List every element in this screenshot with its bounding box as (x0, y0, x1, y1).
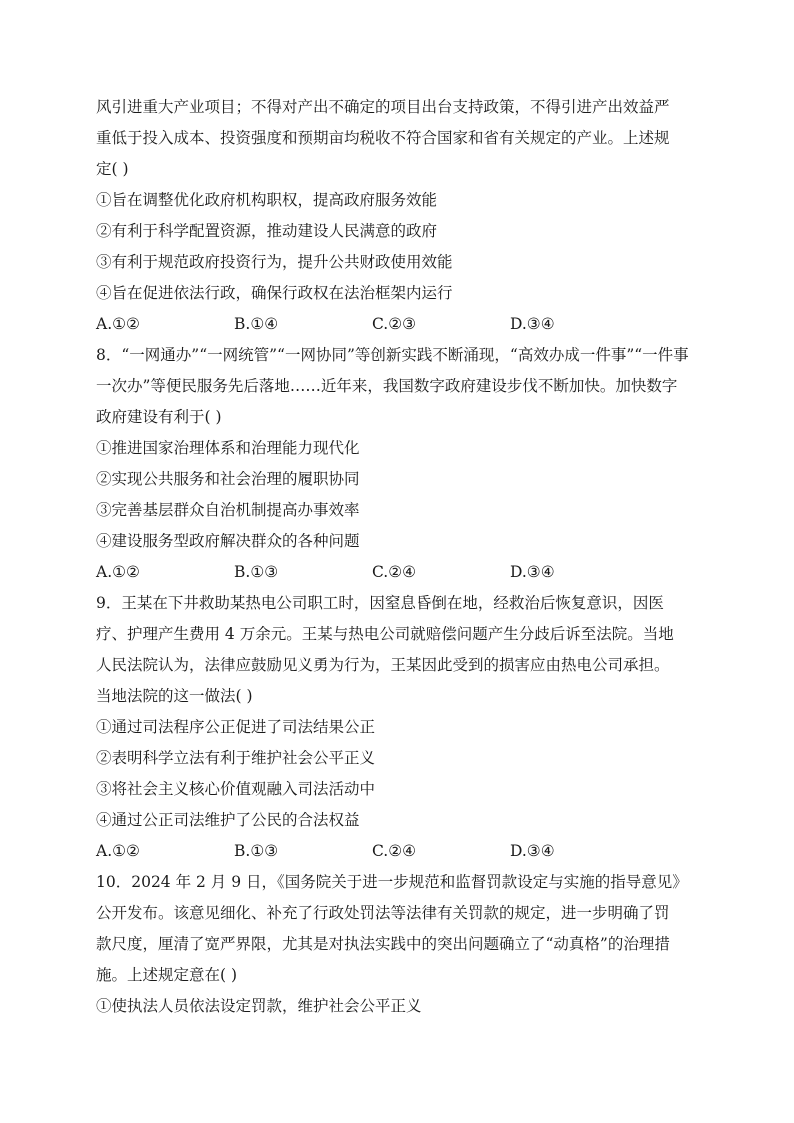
question-8 (96, 340, 706, 588)
question-7-options (96, 309, 706, 340)
question-8-stem-line-3: 政府建设有利于( ) (96, 408, 222, 426)
question-7-statement-2: ②有利于科学配置资源，推动建设人民满意的政府 (96, 222, 438, 240)
question-7-stem-line-1: 风引进重大产业项目；不得对产出不确定的项目出台支持政策，不得引进产出效益严 (96, 98, 670, 116)
question-7-option-d[interactable]: D.③④ (510, 315, 555, 333)
question-8-statement-4: ④建设服务型政府解决群众的各种问题 (96, 532, 360, 550)
question-9-statement-4: ④通过公正司法维护了公民的合法权益 (96, 811, 360, 829)
question-8-option-b[interactable]: B.①③ (234, 563, 279, 581)
question-7-stem-line-3: 定( ) (96, 160, 129, 178)
question-9-statement-2: ②表明科学立法有利于维护社会公平正义 (96, 749, 376, 767)
question-8-statement-1: ①推进国家治理体系和治理能力现代化 (96, 439, 360, 457)
question-10-stem-line-1: 10．2024 年 2 月 9 日，《国务院关于进一步规范和监督罚款设定与实施的指导意见》 (96, 873, 688, 891)
question-7-stem-line-2: 重低于投入成本、投资强度和预期亩均税收不符合国家和省有关规定的产业。上述规 (96, 129, 670, 147)
question-8-option-c[interactable]: C.②④ (372, 563, 417, 581)
exam-page (96, 92, 706, 1022)
question-8-options (96, 557, 706, 588)
question-7-statement-3: ③有利于规范政府投资行为，提升公共财政使用效能 (96, 253, 453, 271)
question-10-stem-line-4: 施。上述规定意在( ) (96, 966, 238, 984)
question-9 (96, 588, 706, 867)
question-7-statement-1: ①旨在调整优化政府机构职权，提高政府服务效能 (96, 191, 438, 209)
question-7-option-a[interactable]: A.①② (96, 315, 140, 333)
question-7-option-c[interactable]: C.②③ (372, 315, 417, 333)
question-9-stem-line-4: 当地法院的这一做法( ) (96, 687, 253, 705)
question-10-stem-line-3: 款尺度，厘清了宽严界限，尤其是对执法实践中的突出问题确立了“动真格”的治理措 (96, 935, 670, 953)
question-8-stem-line-2: 一次办”等便民服务先后落地……近年来，我国数字政府建设步伐不断加快。加快数字 (96, 377, 678, 395)
question-9-option-a[interactable]: A.①② (96, 842, 140, 860)
question-8-stem-line-1: 8．“一网通办”“一网统管”“一网协同”等创新实践不断涌现，“高效办成一件事”“一件事 (96, 346, 689, 364)
question-9-statement-3: ③将社会主义核心价值观融入司法活动中 (96, 780, 376, 798)
question-8-option-d[interactable]: D.③④ (510, 563, 555, 581)
question-7-statement-4: ④旨在促进依法行政，确保行政权在法治框架内运行 (96, 284, 453, 302)
question-10-statement-1: ①使执法人员依法设定罚款，维护社会公平正义 (96, 997, 422, 1015)
question-8-option-a[interactable]: A.①② (96, 563, 140, 581)
question-9-option-c[interactable]: C.②④ (372, 842, 417, 860)
question-9-option-d[interactable]: D.③④ (510, 842, 555, 860)
question-10-stem-line-2: 公开发布。该意见细化、补充了行政处罚法等法律有关罚款的规定，进一步明确了罚 (96, 904, 670, 922)
question-9-stem-line-1: 9．王某在下井救助某热电公司职工时，因窒息昏倒在地，经救治后恢复意识，因医 (96, 594, 664, 612)
question-9-options (96, 836, 706, 867)
question-8-statement-3: ③完善基层群众自治机制提高办事效率 (96, 501, 360, 519)
question-9-statement-1: ①通过司法程序公正促进了司法结果公正 (96, 718, 376, 736)
question-7-option-b[interactable]: B.①④ (234, 315, 279, 333)
question-10 (96, 867, 706, 1022)
question-9-stem-line-2: 疗、护理产生费用 4 万余元。王某与热电公司就赔偿问题产生分歧后诉至法院。当地 (96, 625, 674, 643)
question-7 (96, 92, 706, 340)
question-8-statement-2: ②实现公共服务和社会治理的履职协同 (96, 470, 360, 488)
question-9-stem-line-3: 人民法院认为，法律应鼓励见义勇为行为，王某因此受到的损害应由热电公司承担。 (96, 656, 670, 674)
question-9-option-b[interactable]: B.①③ (234, 842, 279, 860)
